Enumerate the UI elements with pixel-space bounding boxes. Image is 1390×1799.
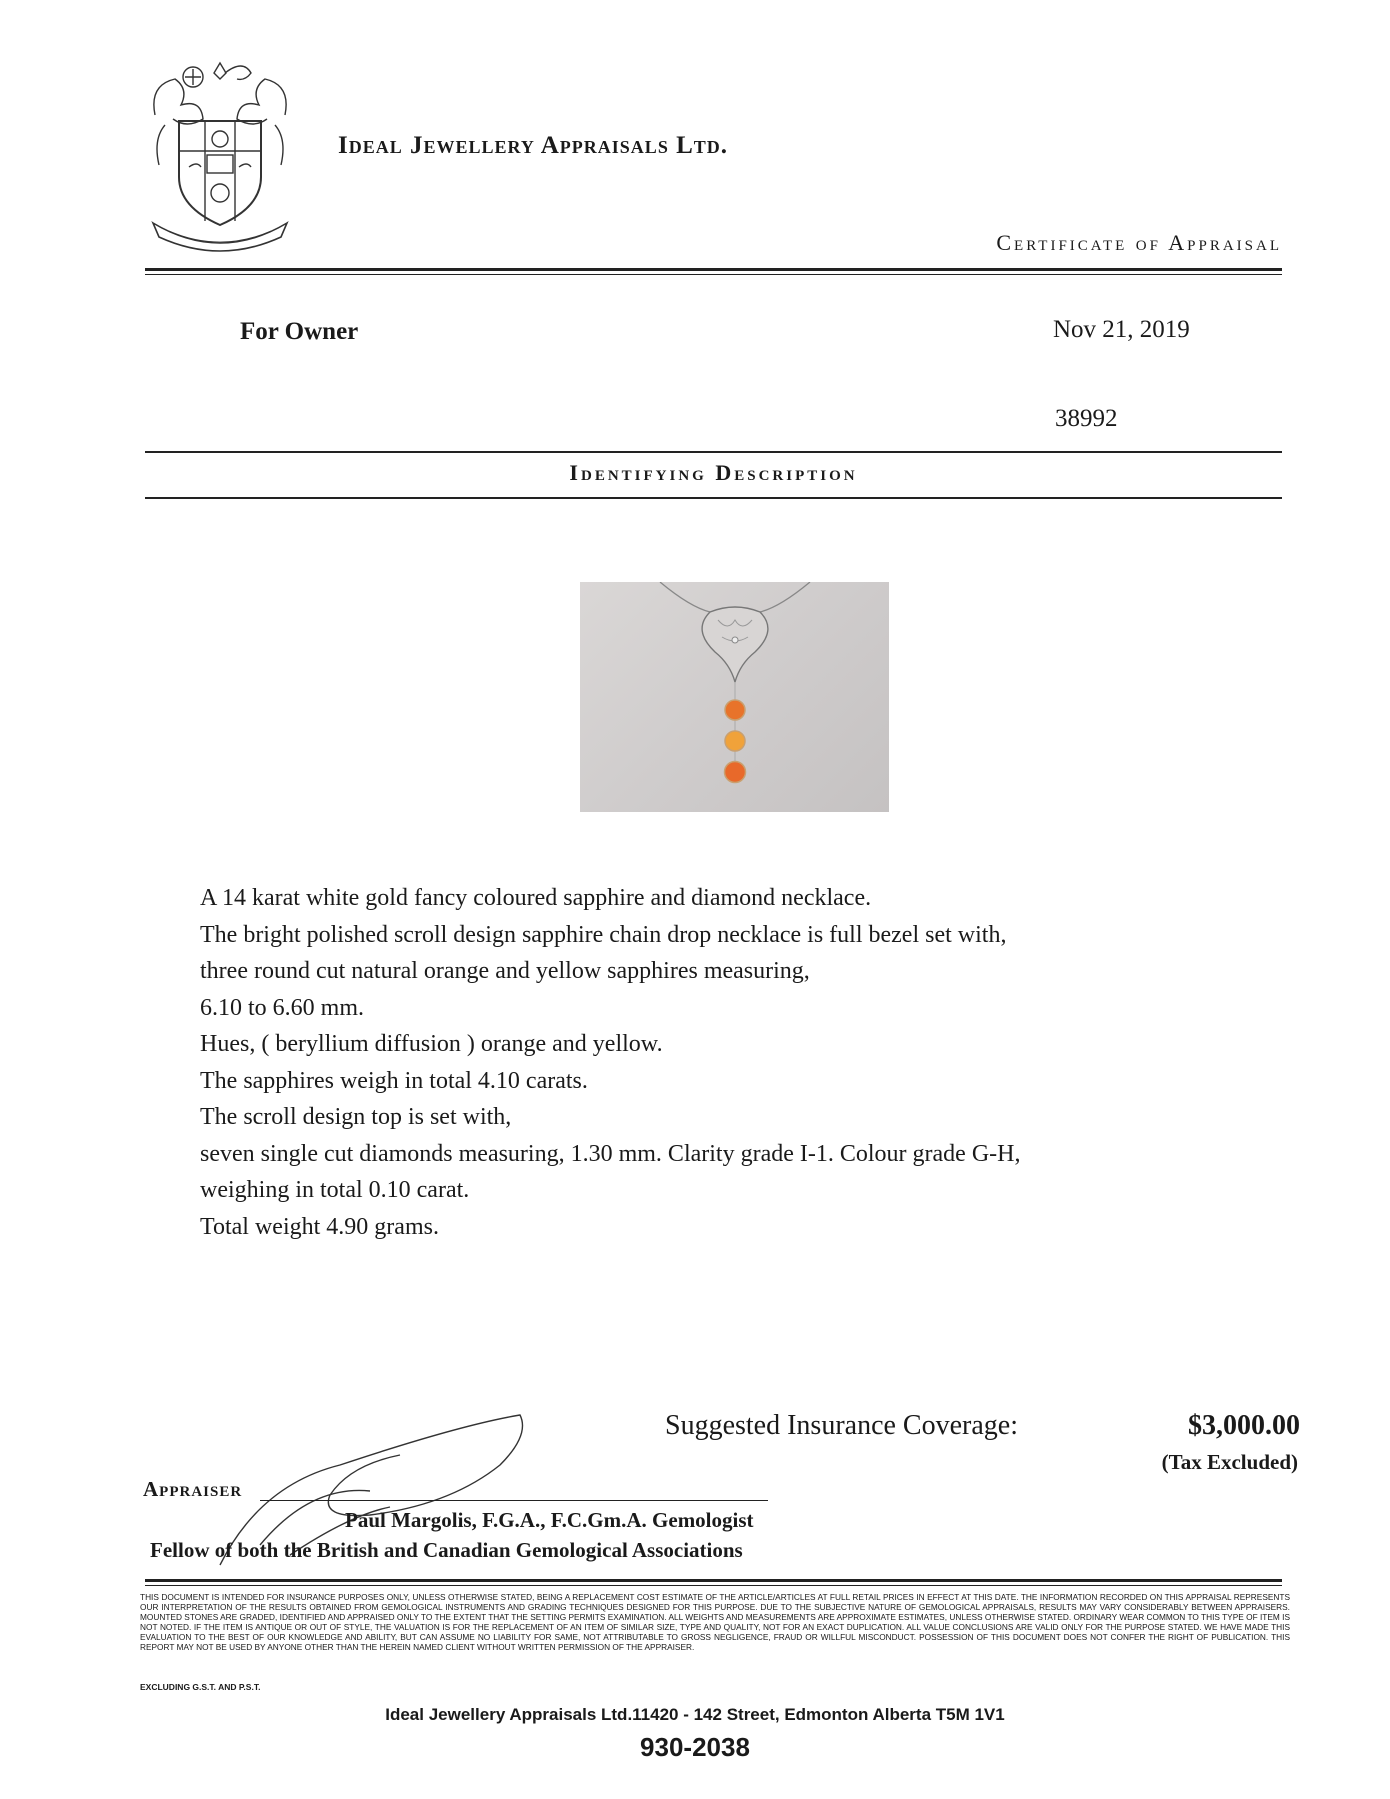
description-line: weighing in total 0.10 carat. bbox=[200, 1177, 470, 1203]
company-name: Ideal Jewellery Appraisals Ltd. bbox=[338, 132, 729, 159]
certificate-title: Certificate of Appraisal bbox=[996, 230, 1282, 255]
coat-of-arms-icon bbox=[145, 55, 295, 255]
owner-label: For Owner bbox=[240, 318, 359, 345]
section-rule-top bbox=[145, 451, 1282, 453]
section-rule-bottom bbox=[145, 497, 1282, 499]
appraisal-date: Nov 21, 2019 bbox=[1053, 316, 1190, 343]
footer-address: Ideal Jewellery Appraisals Ltd.11420 - 142 Street, Edmonton Alberta T5M 1V1 bbox=[385, 1705, 1005, 1724]
header-rule-thick bbox=[145, 268, 1282, 271]
necklace-illustration bbox=[580, 582, 889, 812]
legal-disclaimer: THIS DOCUMENT IS INTENDED FOR INSURANCE PURPOSES ONLY, UNLESS OTHERWISE STATED, BEING A REPLACEMENT COST ESTIMATE OF THE ARTICLE/ARTICLES AT FULL RETAIL PRICES IN EFFECT AT THIS DATE. THE INFORMATION RECORDED ON THIS APPRAISAL REPRESENTS OUR INTERPRETATION OF THE RESULTS OBTAINED FROM GEMOLOGICAL INSTRUMENTS AND GRADING TECHNIQUES DESIGNED FOR THIS PURPOSE. DUE TO THE SUBJECTIVE NATURE OF GEMOLOGICAL APPRAISALS, RESULTS MAY VARY CONSIDERABLY BETWEEN APPRAISERS. MOUNTED STONES ARE GRADED, IDENTIFIED AND APPRAISED ONLY TO THE EXTENT THAT THE SETTING PERMITS EXAMINATION. ALL WEIGHTS AND MEASUREMENTS ARE APPROXIMATE ESTIMATES, UNLESS OTHERWISE STATED. ORDINARY WEAR COMMON TO THIS TYPE OF ITEM IS NOT NOTED. IF THE ITEM IS ANTIQUE OR OUT OF STYLE, THE VALUATION IS FOR THE REPLACEMENT OF AN ITEM OF SIMILAR SIZE, TYPE AND QUALITY, NOT FOR AN EXACT DUPLICATION. ALL VALUE CONCLUSIONS ARE VALID ONLY FOR THE PURPOSE STATED. WE HAVE MADE THIS EVALUATION TO THE BEST OF OUR KNOWLEDGE AND ABILITY, BUT CAN ASSUME NO LIABILITY FOR SAME, NOT ATTRIBUTABLE TO GROSS NEGLIGENCE, FRAUD OR WILLFUL MISCONDUCT. POSSESSION OF THIS DOCUMENT DOES NOT CONFER THE RIGHT OF PUBLICATION. THIS REPORT MAY NOT BE USED BY ANYONE OTHER THAN THE HEREIN NAMED CLIENT WITHOUT WRITTEN PERMISSION OF THE APPRAISER. bbox=[140, 1592, 1290, 1652]
appraiser-fellowship: Fellow of both the British and Canadian Gemological Associations bbox=[150, 1538, 743, 1562]
header-rule-thin bbox=[145, 274, 1282, 275]
description-line: Total weight 4.90 grams. bbox=[200, 1213, 439, 1240]
necklace-photo bbox=[580, 582, 889, 812]
signature-line bbox=[260, 1500, 768, 1501]
appraiser-name: Paul Margolis, F.G.A., F.C.Gm.A. Gemologist bbox=[345, 1508, 754, 1532]
description-line: 6.10 to 6.60 mm. bbox=[200, 994, 365, 1021]
item-description bbox=[200, 880, 1200, 1245]
description-line: The bright polished scroll design sapphire chain drop necklace is full bezel set with, bbox=[200, 921, 1007, 948]
tax-exclusion-note: EXCLUDING G.S.T. AND P.S.T. bbox=[140, 1682, 261, 1692]
tax-note: (Tax Excluded) bbox=[1161, 1450, 1298, 1474]
description-line: seven single cut diamonds measuring, 1.30 mm. Clarity grade I-1. Colour grade G-H, bbox=[200, 1140, 1021, 1167]
footer-phone: 930-2038 bbox=[640, 1732, 750, 1762]
description-line: The sapphires weigh in total 4.10 carats. bbox=[200, 1067, 588, 1094]
description-line: The scroll design top is set with, bbox=[200, 1104, 512, 1130]
disclaimer-rule-thin bbox=[145, 1585, 1282, 1586]
disclaimer-rule-thick bbox=[145, 1579, 1282, 1582]
description-line: A 14 karat white gold fancy coloured sapphire and diamond necklace. bbox=[200, 885, 872, 911]
reference-number: 38992 bbox=[1055, 405, 1118, 432]
description-line: three round cut natural orange and yellow sapphires measuring, bbox=[200, 958, 810, 984]
appraiser-label: Appraiser bbox=[143, 1477, 243, 1501]
section-title: Identifying Description bbox=[569, 460, 858, 485]
insurance-value: $3,000.00 bbox=[1188, 1410, 1300, 1441]
insurance-label: Suggested Insurance Coverage: bbox=[665, 1410, 1018, 1441]
description-line: Hues, ( beryllium diffusion ) orange and yellow. bbox=[200, 1031, 663, 1057]
